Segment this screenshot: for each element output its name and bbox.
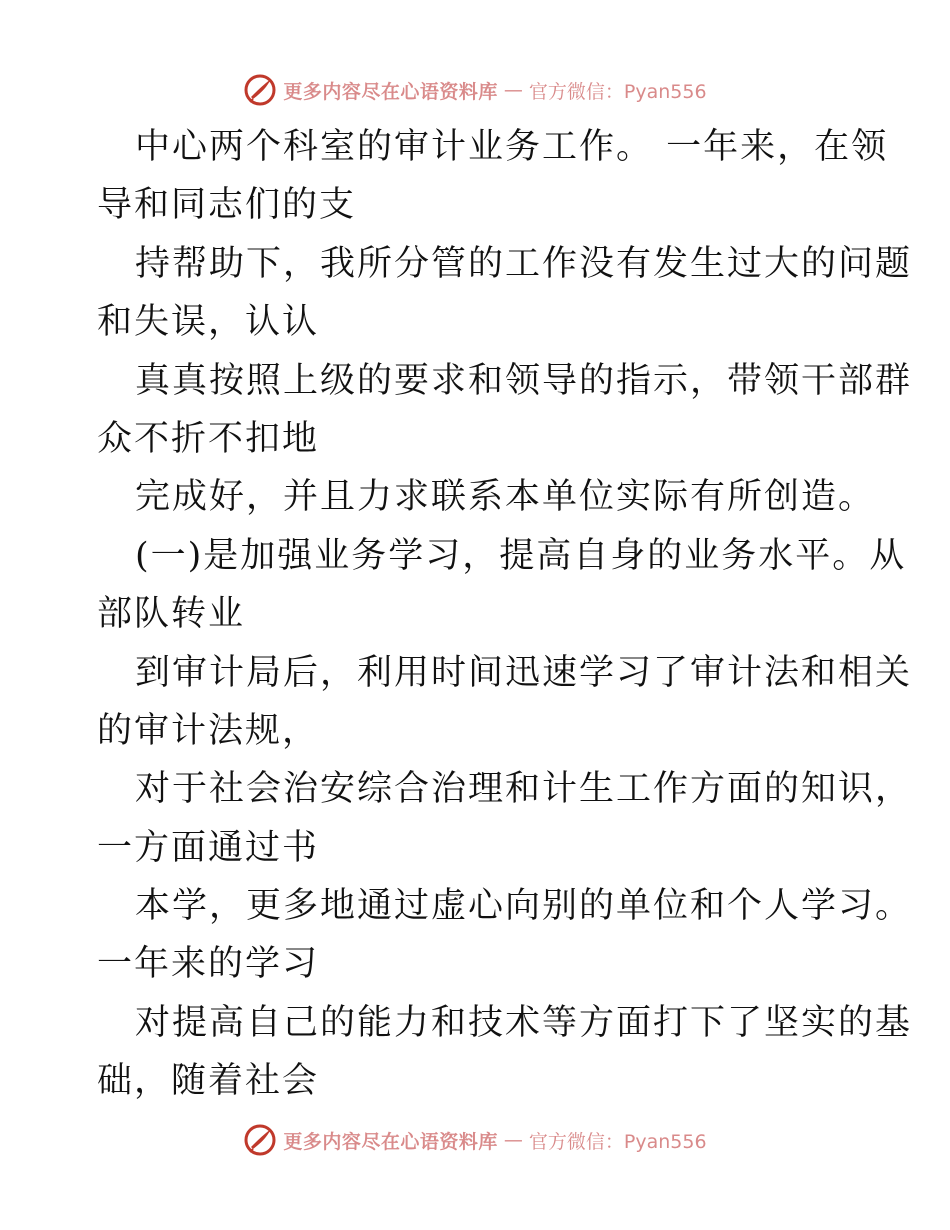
text-line: 一方面通过书 — [97, 827, 320, 868]
text-line: 部队转业 — [97, 594, 246, 635]
quill-circle-logo-icon — [243, 73, 277, 107]
text-line: 到审计局后，利用时间迅速学习了审计法和相关 — [135, 652, 913, 693]
quill-circle-logo-icon — [243, 1123, 277, 1157]
text-line: 完成好，并且力求联系本单位实际有所创造。 — [135, 477, 876, 518]
banner-title: 更多内容尽在心语资料库 — [283, 1130, 498, 1153]
text-line: 对于社会治安综合治理和计生工作方面的知识， — [135, 769, 913, 810]
banner-content — [243, 73, 706, 107]
banner-separator: — — [503, 1129, 523, 1151]
banner-wechat: 官方微信：Pyan556 — [528, 80, 707, 103]
text-line: 和失误，认认 — [97, 302, 320, 343]
banner-wechat: 官方微信：Pyan556 — [528, 1130, 707, 1153]
page-footer-banner — [0, 1120, 950, 1160]
text-line: 一年来的学习 — [97, 944, 320, 985]
banner-title: 更多内容尽在心语资料库 — [283, 80, 498, 103]
text-line: 导和同志们的支 — [97, 185, 357, 226]
text-line: 础，随着社会 — [97, 1061, 320, 1102]
banner-content — [243, 1123, 706, 1157]
text-line: (一)是加强业务学习，提高自身的业务水平。从 — [135, 535, 907, 576]
text-line: 对提高自己的能力和技术等方面打下了坚实的基 — [135, 1002, 913, 1043]
document-body — [97, 118, 913, 1111]
text-line: 中心两个科室的审计业务工作。 一年来，在领 — [135, 127, 889, 167]
banner-separator: — — [503, 79, 523, 101]
text-line: 持帮助下，我所分管的工作没有发生过大的问题 — [135, 243, 913, 284]
text-line: 真真按照上级的要求和领导的指示，带领干部群 — [135, 360, 913, 401]
text-line: 本学，更多地通过虚心向别的单位和个人学习。 — [135, 886, 913, 927]
page-header-banner — [0, 70, 950, 110]
text-line: 的审计法规， — [97, 710, 320, 751]
text-line: 众不折不扣地 — [97, 418, 320, 459]
